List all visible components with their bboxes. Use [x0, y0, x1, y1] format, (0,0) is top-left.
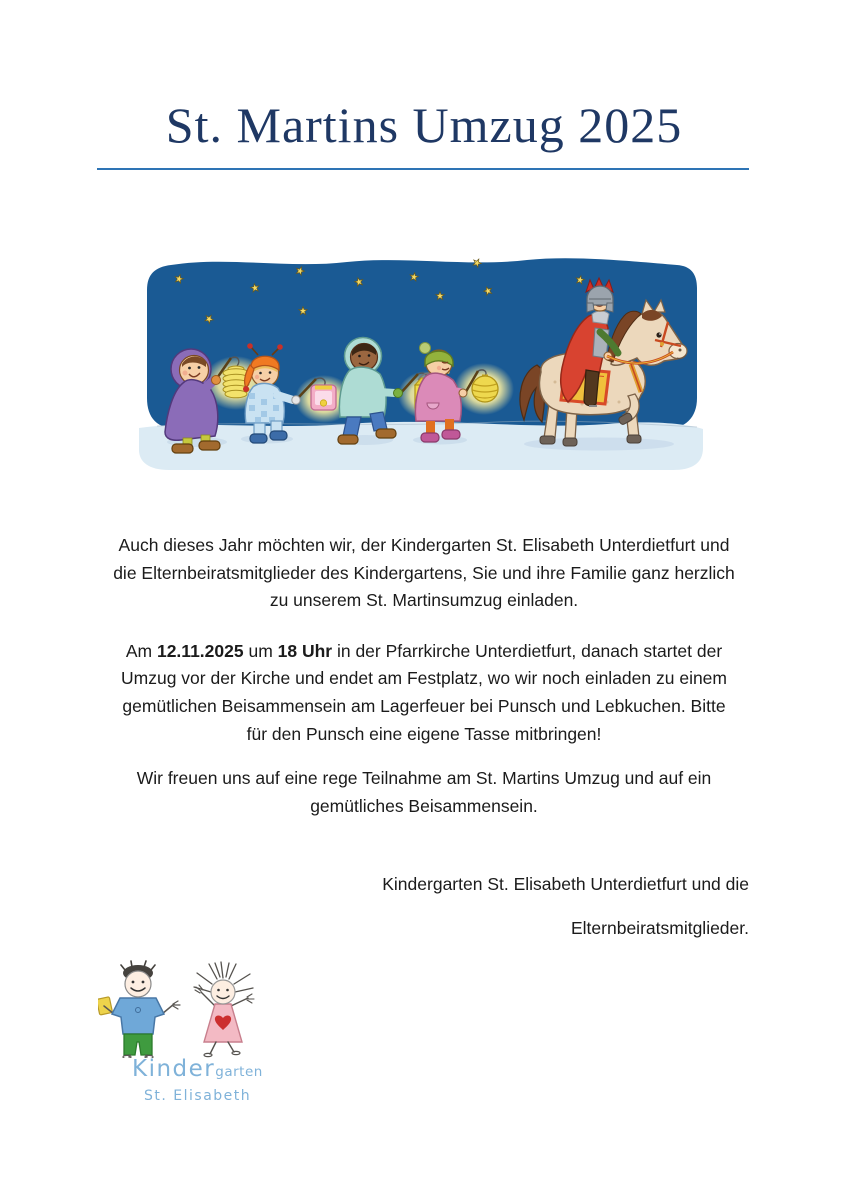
text-line: zu unserem St. Martinsumzug einladen. [269, 590, 579, 611]
signature-line-1: Kindergarten St. Elisabeth Unterdietfurt und die [382, 874, 749, 894]
text-line: für den Punsch eine eigene Tasse mitbringen! [246, 723, 602, 744]
logo-word-kinder: Kinder [132, 1056, 216, 1082]
kindergarten-logo [98, 960, 288, 1120]
text-line: gemütliches Beisammensein. [310, 795, 538, 816]
signature-line-2: Elternbeiratsmitglieder. [571, 918, 749, 938]
text-segment: um [243, 640, 278, 661]
paragraph-invitation [0, 532, 848, 615]
text-segment: Am [125, 640, 157, 661]
logo-boy-figure [98, 961, 180, 1058]
body-text [0, 532, 848, 820]
text-line [0, 638, 848, 666]
text-line: Auch dieses Jahr möchten wir, der Kindergarten St. Elisabeth Unterdietfurt und [118, 535, 730, 555]
text-segment: in der Pfarrkirche Unterdietfurt, danach startet der [332, 640, 723, 661]
text-line: Umzug vor der Kirche und endet am Festplatz, wo wir noch einladen zu einem [121, 668, 727, 689]
text-line: die Elternbeiratsmitglieder des Kindergartens, Sie und ihre Familie ganz herzlich [113, 562, 735, 583]
lantern-parade-illustration [137, 252, 712, 474]
page-title: St. Martins Umzug 2025 [165, 97, 683, 153]
logo-wordmark [132, 1056, 263, 1082]
paragraph-details [0, 638, 848, 748]
logo-girl-figure [194, 962, 254, 1057]
logo-word-garten: garten [215, 1064, 263, 1080]
date-bold: 12.11.2025 [156, 640, 244, 661]
logo-children-drawing [98, 960, 278, 1058]
title-rule [97, 168, 749, 170]
text-line: gemütlichen Beisammensein am Lagerfeuer bei Punsch und Lebkuchen. Bitte [122, 695, 726, 716]
time-bold: 18 Uhr [277, 640, 333, 661]
text-line: Wir freuen uns auf eine rege Teilnahme am St. Martins Umzug und auf ein [136, 768, 712, 789]
logo-subtitle: St. Elisabeth [144, 1088, 252, 1104]
pink-lantern-icon [311, 385, 336, 410]
paragraph-closing [0, 765, 848, 820]
